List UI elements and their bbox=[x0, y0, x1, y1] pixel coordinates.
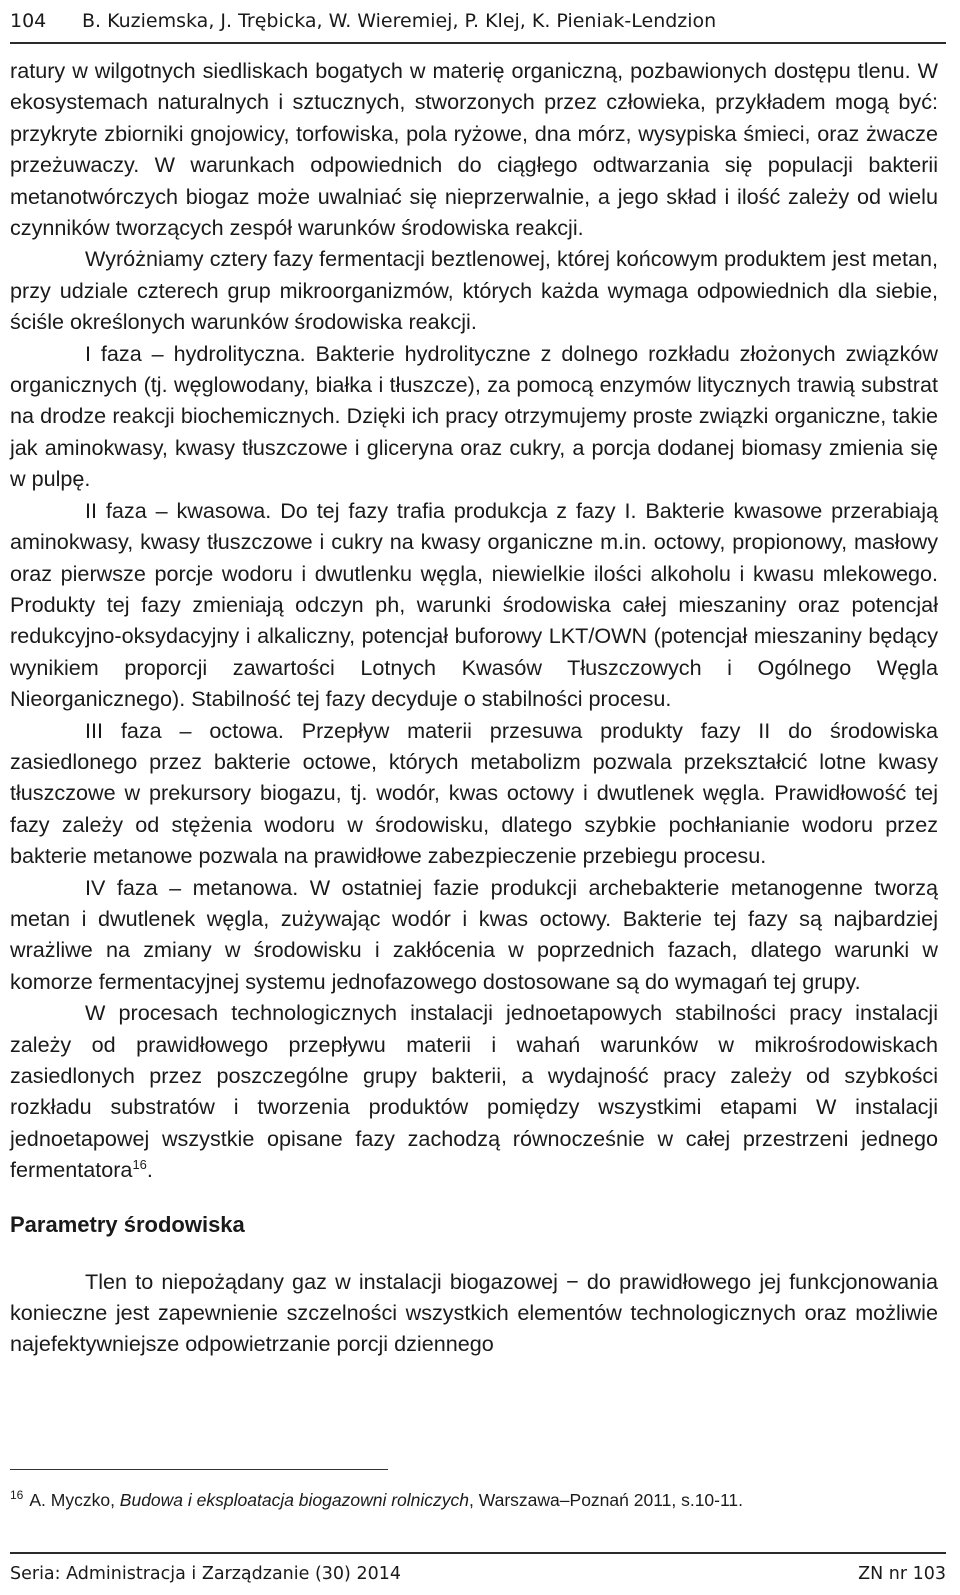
footnote bbox=[10, 1483, 938, 1512]
paragraph: ratury w wilgotnych siedliskach bogatych w materię organiczną, pozbawionych dostępu tlenu. W ekosystemach naturalnych i sztucznych, stworzonych przez człowieka, przykładem mogą być: przykryte zbiorniki gnojowicy, torfowiska, pola ryżowe, dna mórz, wysypiska śmieci, oraz żwacze przeżuwaczy. W warunkach odpowiednich do ciągłego odtwarzania się populacji bakterii metanotwórczych biogaz może uwalniać się nieprzerwalnie, a jego skład i ilość zależy od wielu czynników tworzących zespół warunków środowiska reakcji. bbox=[10, 58, 938, 241]
paragraph: Tlen to niepożądany gaz w instalacji biogazowej − do prawidłowego jej funkcjonowania konieczne jest zapewnienie szczelności wszystkich elementów technologicznych oraz możliwie najefektywniejsze odpowietrzanie porcji dziennego bbox=[10, 1268, 938, 1357]
footnote-divider bbox=[10, 1469, 388, 1470]
paragraph: II faza – kwasowa. Do tej fazy trafia produkcja z fazy I. Bakterie kwasowe przerabiają aminokwasy, kwasy tłuszczowe i cukry na kwasy organiczne m.in. octowy, propionowy, masłowy oraz pierwsze porcje wodoru i dwutlenku węgla, niewielkie ilości alkoholu i kwasu mlekowego. Produkty tej fazy zmieniają odczyn ph, warunki środowiska całej mieszaniny oraz potencjał redukcyjno-oksydacyjny i alkaliczny, potencjał buforowy LKT/OWN (potencjał mieszaniny będący wynikiem proporcji zawartości Lotnych Kwasów Tłuszczowych i Ogólnego Węgla Nieorganicznego). Stabilność tej fazy decyduje o stabilności procesu. bbox=[10, 497, 938, 712]
footnote-author: A. Myczko, bbox=[29, 1489, 120, 1510]
footnote-details: , Warszawa–Poznań 2011, s.10-11. bbox=[469, 1489, 744, 1510]
paragraph: I faza – hydrolityczna. Bakterie hydrolityczne z dolnego rozkładu złożonych związków organicznych (tj. węglowodany, białka i tłuszcze), za pomocą enzymów litycznych trawią substrat na drodze reakcji biochemicznych. Dzięki ich pracy otrzymujemy proste związki organiczne, takie jak aminokwasy, kwasy tłuszczowe i gliceryna oraz cukry, a porcja dodanej biomasy zmienia się w pulpę. bbox=[10, 340, 938, 492]
running-header bbox=[10, 0, 946, 44]
footer-issue: ZN nr 103 bbox=[858, 1564, 946, 1584]
header-authors: B. Kuziemska, J. Trębicka, W. Wieremiej, P. Klej, K. Pieniak-Lendzion bbox=[82, 10, 717, 32]
footnote-reference[interactable]: 16 bbox=[132, 1157, 147, 1173]
footnote-title: Budowa i eksploatacja biogazowni rolniczych bbox=[119, 1489, 470, 1510]
paragraph: IV faza – metanowa. W ostatniej fazie produkcji archebakterie metanogenne tworzą metan i dwutlenek węgla, zużywając wodór i kwas octowy. Bakterie tej fazy są najbardziej wrażliwe na zmiany w środowisku i zakłócenia w poprzednich fazach, dlatego warunki w komorze fermentacyjnej systemu jednofazowego dostosowane są do wymagań tej grupy. bbox=[10, 874, 938, 994]
section-heading: Parametry środowiska bbox=[10, 1211, 245, 1237]
paragraph-end: . bbox=[146, 1157, 153, 1183]
paragraph: Wyróżniamy cztery fazy fermentacji beztlenowej, której końcowym produktem jest metan, przy udziale czterech grup mikroorganizmów, których każda wymaga odpowiednich dla siebie, ściśle określonych warunków środowiska reakcji. bbox=[10, 246, 938, 335]
paragraph: III faza – octowa. Przepływ materii przesuwa produkty fazy II do środowiska zasiedlonego przez bakterie octowe, których metabolizm pozwala przekształcić lotne kwasy tłuszczowe w prekursory biogazu, tj. wodór, kwas octowy i dwutlenek węgla. Prawidłowość tej fazy zależy od stężenia wodoru w środowisku, dlatego szybkie pochłanianie wodoru przez bakterie metanowe pozwala na prawidłowe zabezpieczenie przebiegu procesu. bbox=[10, 717, 938, 869]
paragraph-text: W procesach technologicznych instalacji jednoetapowych stabilności pracy instalacji zależy od prawidłowego przepływu materii i wahań warunków w mikrośrodowiskach zasiedlonych przez poszczególne grupy bakterii, a wydajność pracy zależy od szybkości rozkładu substratów i tworzenia produktów pomiędzy wszystkimi etapami W instalacji jednoetapowej wszystkie opisane fazy zachodzą równocześnie w całej przestrzeni jednego fermentatora bbox=[10, 1000, 938, 1183]
running-footer bbox=[10, 1552, 946, 1594]
main-text bbox=[10, 55, 938, 1360]
page-number: 104 bbox=[10, 10, 47, 32]
footer-series: Seria: Administracja i Zarządzanie (30) 2014 bbox=[10, 1564, 401, 1584]
footnote-number: 16 bbox=[10, 1488, 24, 1502]
paragraph bbox=[10, 997, 938, 1185]
